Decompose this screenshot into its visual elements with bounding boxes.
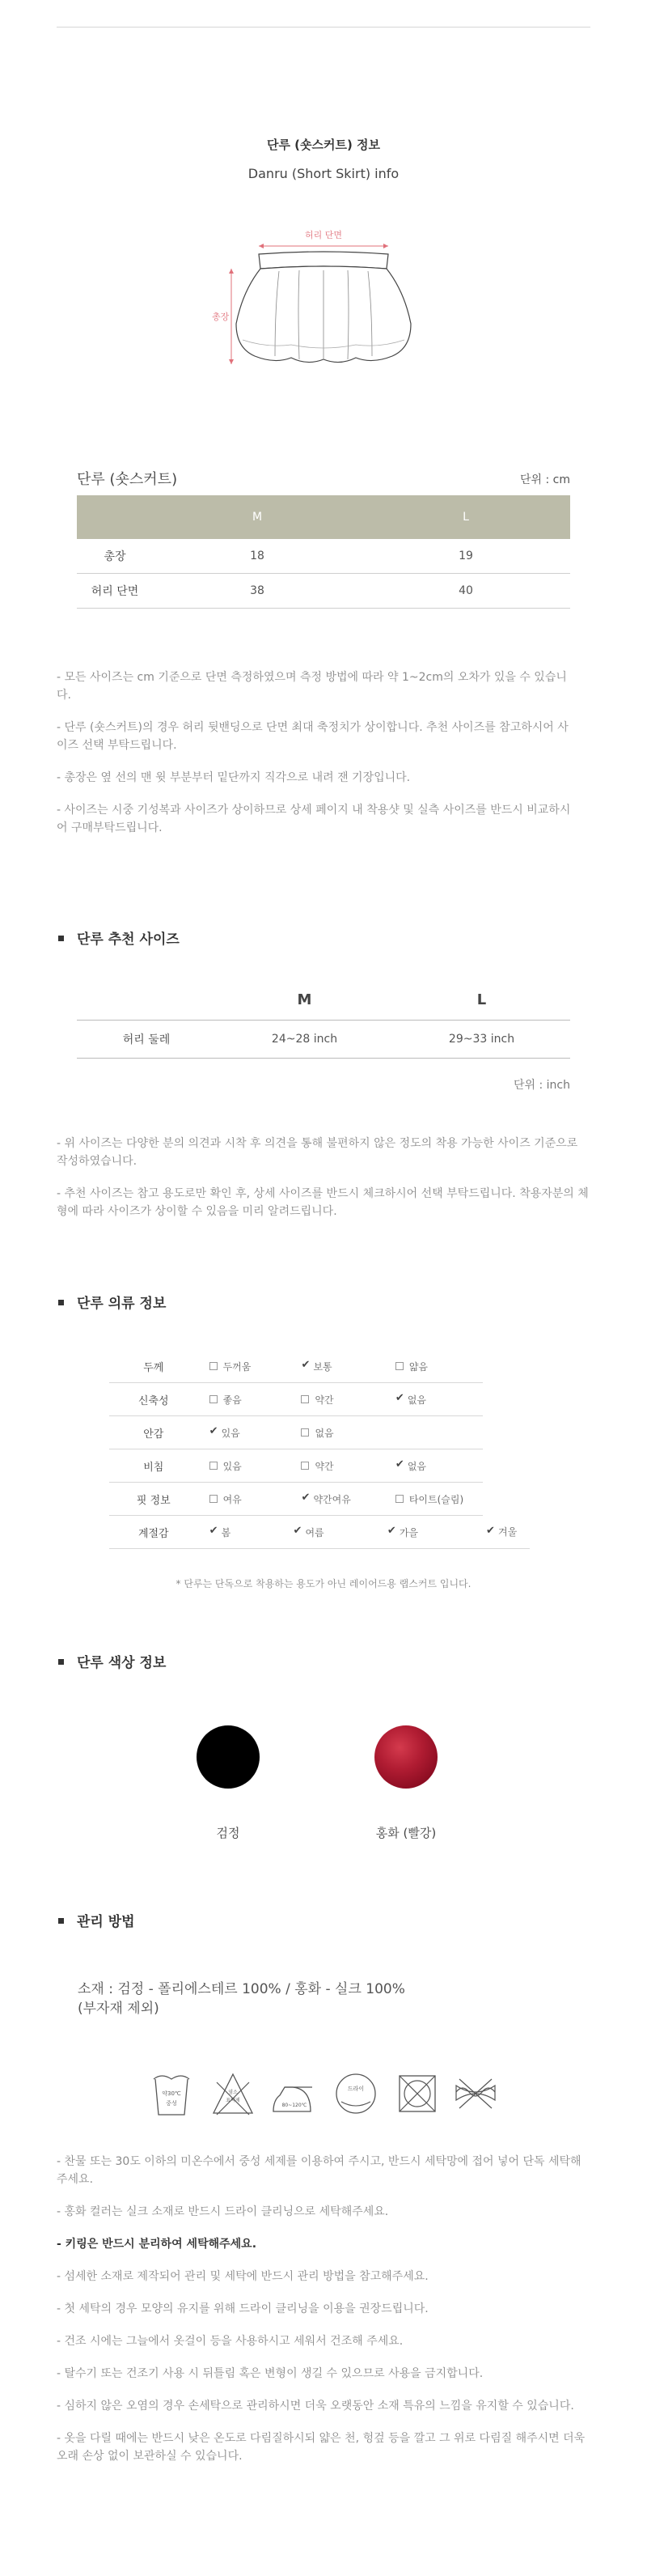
checkbox-icon — [301, 1462, 309, 1470]
checkbox-icon — [209, 1362, 218, 1370]
skirt-diagram — [212, 227, 429, 380]
recommend-heading: 단루 추천 사이즈 — [58, 927, 180, 948]
size-unit: 단위 : cm — [519, 473, 570, 486]
option-unchecked — [198, 1383, 290, 1416]
option-unchecked — [198, 1483, 290, 1516]
note-item: - 단루 (숏스커트)의 경우 허리 뒷밴딩으로 단면 최대 축정치가 상이합니다. 추천 사이즈를 참고하시어 사이즈 선택 부탁드립니다. — [57, 721, 569, 752]
option-label: 없음 — [407, 1394, 426, 1406]
fabric-note: * 단루는 단독으로 착용하는 용도가 아닌 레이어드용 랩스커트 입니다. — [175, 1578, 472, 1589]
cell: 29~33 inch — [393, 1021, 570, 1059]
option-checked — [198, 1516, 290, 1549]
table-row — [77, 574, 570, 609]
option-unchecked — [290, 1383, 383, 1416]
option-label: 약간 — [315, 1394, 334, 1406]
care-icons — [152, 2068, 500, 2118]
option-unchecked — [290, 1449, 383, 1483]
recommend-table — [77, 979, 570, 1059]
bleach-triangle-icon — [214, 2074, 252, 2115]
row-label: 핏 정보 — [109, 1483, 198, 1516]
option-label: 약간 — [315, 1460, 334, 1472]
bullet-square-icon — [58, 1659, 64, 1665]
bullet-square-icon — [58, 1300, 64, 1305]
option-label: 약간여유 — [313, 1493, 351, 1505]
rec-header-blank — [77, 979, 216, 1021]
note-item: - 옷을 다릴 때에는 반드시 낮은 온도로 다림질하시되 얇은 천, 헝겊 등을 깔고 그 위로 다림질 해주시면 더욱 오래 손상 없이 보관하실 수 있습니다. — [57, 2432, 586, 2463]
check-icon: ✔ — [301, 1359, 311, 1371]
cell: 38 — [153, 574, 362, 609]
option-label: 좋음 — [222, 1394, 242, 1406]
svg-text:드라이: 드라이 — [347, 2086, 365, 2092]
option-unchecked — [384, 1483, 483, 1516]
svg-text:중성: 중성 — [166, 2100, 177, 2107]
size-header-blank — [77, 495, 153, 539]
option-label: 없음 — [407, 1460, 426, 1472]
row-label: 안감 — [109, 1416, 198, 1449]
table-row — [77, 1021, 570, 1059]
check-icon: ✔ — [209, 1525, 218, 1537]
option-label: 타이트(슬림) — [408, 1493, 464, 1505]
note-item: - 위 사이즈는 다양한 분의 의견과 시착 후 의견을 통해 불편하지 않은 정도의 착용 가능한 사이즈 기준으로 작성하였습니다. — [57, 1137, 578, 1168]
check-icon: ✔ — [387, 1525, 396, 1537]
option-label: 있음 — [221, 1427, 240, 1439]
iron-icon — [273, 2087, 312, 2111]
length-label: 총장 — [212, 312, 230, 322]
size-header-m: M — [153, 495, 362, 539]
option-checked — [198, 1416, 290, 1449]
checkbox-icon — [209, 1462, 218, 1470]
row-label: 신축성 — [109, 1383, 198, 1416]
bullet-square-icon — [58, 936, 64, 941]
colors-heading: 단루 색상 정보 — [58, 1651, 166, 1671]
cell: 40 — [362, 574, 570, 609]
option-label: 봄 — [221, 1526, 231, 1538]
cell: 24~28 inch — [216, 1021, 393, 1059]
checkbox-icon — [301, 1395, 309, 1403]
note-item: - 탈수기 또는 건조기 사용 시 뒤틀림 혹은 변형이 생길 수 있으므로 사용을 금지합니다. — [57, 2367, 484, 2380]
option-checked — [290, 1516, 383, 1549]
note-item: - 섬세한 소재로 제작되어 관리 및 세탁에 반드시 관리 방법을 참고해주세요. — [57, 2270, 429, 2283]
note-item: - 추천 사이즈는 참고 용도로만 확인 후, 상세 사이즈를 반드시 체크하시어 선택 부탁드립니다. 착용자분의 체형에 따라 사이즈가 상이할 수 있음을 미리 알려드립니다. — [57, 1187, 589, 1218]
cell: 18 — [153, 539, 362, 574]
color-swatch-red — [374, 1725, 438, 1789]
svg-text:80~120℃: 80~120℃ — [281, 2103, 307, 2108]
rec-header-m: M — [216, 979, 393, 1021]
option-label: 보통 — [313, 1360, 332, 1373]
table-row — [109, 1350, 530, 1383]
page-title-en: Danru (Short Skirt) info — [247, 166, 400, 181]
dry-clean-icon — [336, 2074, 375, 2113]
size-table — [77, 495, 570, 609]
care-heading: 관리 방법 — [58, 1910, 135, 1930]
care-notes — [57, 2153, 590, 2480]
hand-wash-30-icon — [154, 2076, 189, 2115]
option-checked — [384, 1449, 483, 1483]
material-line: 소재 : 검정 - 폴리에스테르 100% / 홍화 - 실크 100% — [78, 1981, 405, 1997]
fabric-heading: 단루 의류 정보 — [58, 1292, 166, 1312]
row-label: 비침 — [109, 1449, 198, 1483]
row-label: 총장 — [77, 539, 153, 574]
option-label: 가을 — [399, 1526, 418, 1538]
check-icon: ✔ — [301, 1492, 311, 1504]
checkbox-icon — [395, 1495, 404, 1503]
note-item: - 키링은 반드시 분리하여 세탁해주세요. — [57, 2238, 257, 2251]
option-checked — [384, 1383, 483, 1416]
checkbox-icon — [209, 1495, 218, 1503]
table-row — [109, 1383, 530, 1416]
color-name-red: 홍화 (빨강) — [375, 1826, 437, 1840]
note-item: - 모든 사이즈는 cm 기준으로 단면 측정하였으며 측정 방법에 따라 약 1~2cm의 오차가 있을 수 있습니다. — [57, 671, 567, 702]
option-checked — [290, 1350, 383, 1383]
rec-header-l: L — [393, 979, 570, 1021]
color-name-black: 검정 — [216, 1826, 240, 1840]
note-item: - 심하지 않은 오염의 경우 손세탁으로 관리하시면 더욱 오랫동안 소재 특유의 느낌을 유지할 수 있습니다. — [57, 2400, 574, 2413]
empty-cell — [384, 1416, 483, 1449]
option-unchecked — [290, 1416, 383, 1449]
svg-text:염소: 염소 — [228, 2090, 238, 2095]
note-item: - 찬물 또는 30도 이하의 미온수에서 중성 세제를 이용하여 주시고, 반드시 세탁망에 접어 넣어 단독 세탁해 주세요. — [57, 2155, 581, 2186]
option-label: 겨울 — [498, 1526, 518, 1538]
material-line: (부자재 제외) — [78, 2001, 159, 2017]
option-checked — [290, 1483, 383, 1516]
option-label: 여유 — [222, 1493, 242, 1505]
top-divider — [57, 27, 590, 28]
recommend-notes — [57, 1135, 590, 1235]
check-icon: ✔ — [209, 1425, 218, 1437]
note-item: - 건조 시에는 그늘에서 옷걸이 등을 사용하시고 세워서 건조해 주세요. — [57, 2335, 404, 2348]
option-unchecked — [384, 1350, 483, 1383]
option-checked — [483, 1516, 530, 1549]
note-item: - 총장은 옆 선의 맨 윗 부분부터 밑단까지 직각으로 내려 잰 기장입니다. — [57, 771, 411, 784]
row-label: 허리 단면 — [77, 574, 153, 609]
size-header-l: L — [362, 495, 570, 539]
size-table-name: 단루 (숏스커트) — [77, 471, 178, 488]
svg-text:약30℃: 약30℃ — [162, 2090, 181, 2097]
table-row — [109, 1516, 530, 1549]
cell: 19 — [362, 539, 570, 574]
option-label: 있음 — [222, 1460, 242, 1472]
option-label: 얇음 — [408, 1360, 428, 1373]
note-item: - 홍화 컬러는 실크 소재로 반드시 드라이 클리닝으로 세탁해주세요. — [57, 2205, 389, 2218]
check-icon: ✔ — [293, 1525, 302, 1537]
table-row — [77, 539, 570, 574]
checkbox-icon — [395, 1362, 404, 1370]
material-info — [78, 1980, 563, 2018]
check-icon: ✔ — [395, 1392, 404, 1404]
row-label: 계절감 — [109, 1516, 198, 1549]
option-checked — [384, 1516, 483, 1549]
note-item: - 첫 세탁의 경우 모양의 유지를 위해 드라이 클리닝을 이용을 권장드립니다. — [57, 2302, 429, 2315]
table-row — [109, 1449, 530, 1483]
color-swatch-black — [197, 1725, 260, 1789]
check-icon: ✔ — [486, 1524, 495, 1537]
option-unchecked — [198, 1449, 290, 1483]
option-label: 없음 — [315, 1427, 334, 1439]
no-wring-icon — [456, 2079, 495, 2108]
checkbox-icon — [209, 1395, 218, 1403]
checkbox-icon — [301, 1428, 309, 1437]
svg-text:표백제: 표백제 — [226, 2098, 240, 2103]
waist-label: 허리 단면 — [304, 230, 343, 240]
page-title-ko: 단루 (숏스커트) 정보 — [266, 138, 381, 152]
table-row — [109, 1416, 530, 1449]
recommend-unit: 단위 : inch — [514, 1079, 570, 1092]
row-label: 두께 — [109, 1350, 198, 1383]
size-notes — [57, 668, 574, 851]
option-label: 두꺼움 — [222, 1360, 252, 1373]
bullet-square-icon — [58, 1918, 64, 1924]
option-label: 여름 — [305, 1526, 324, 1538]
fabric-table — [109, 1350, 530, 1549]
check-icon: ✔ — [395, 1458, 404, 1470]
note-item: - 사이즈는 시중 기성복과 사이즈가 상이하므로 상세 페이지 내 착용샷 및 실측 사이즈를 반드시 비교하시어 구매부탁드립니다. — [57, 804, 571, 834]
no-tumble-dry-icon — [400, 2076, 435, 2111]
table-row — [109, 1483, 530, 1516]
option-unchecked — [198, 1350, 290, 1383]
row-label: 허리 둘레 — [77, 1021, 216, 1059]
